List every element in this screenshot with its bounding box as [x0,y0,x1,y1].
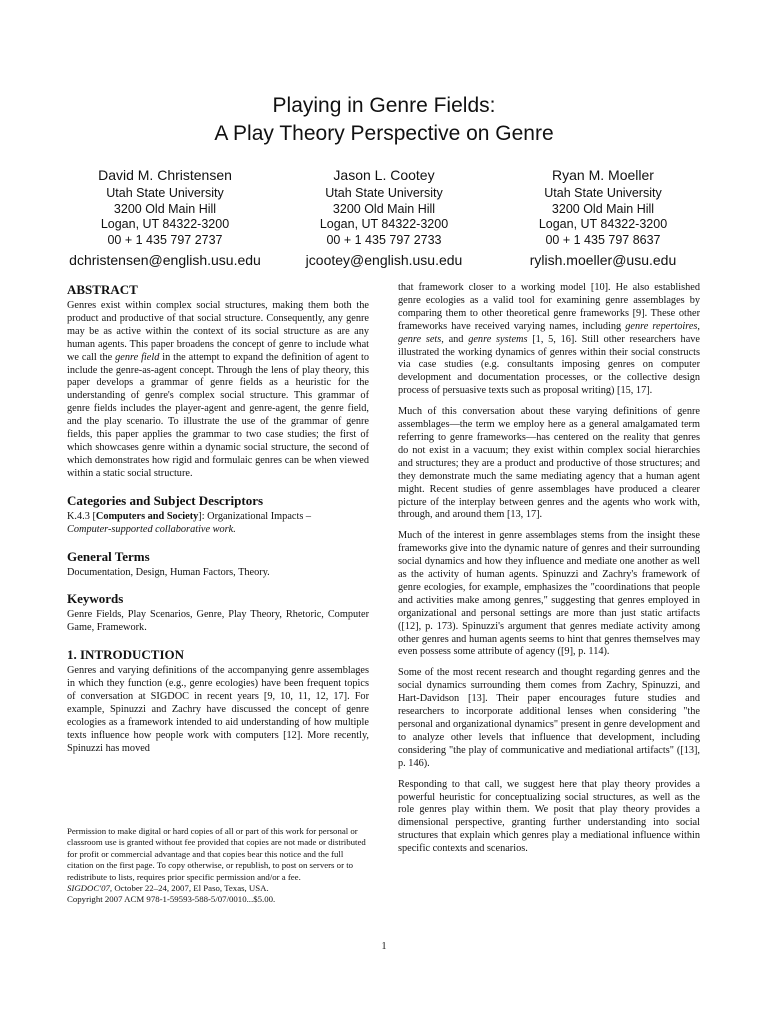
author-address-1: 3200 Old Main Hill [332,201,436,216]
author-phone: 00 + 1 435 797 2737 [107,232,223,247]
categories-text: K.4.3 [Computers and Society]: Organizational Impacts – Computer-supported collaborative work. [67,510,312,535]
body-paragraph: Some of the most recent research and thought regarding genres and the social dynamics surrounding them comes from Zachry, Spinuzzi, and Hart-Davidson [13]. Their paper encourages future studies and researchers to incorporate additional lenses when considering "the personal and organizational dynamics" present in genre development and to analyze other levels that influence that development, including considering "the play of communicative and mediational artifacts" ([13], p. 146). [398,667,700,769]
author-address-2: Logan, UT 84322-3200 [319,217,449,231]
author-1 [60,166,270,269]
body-paragraph: Much of the interest in genre assemblages stems from the insight these frameworks give into the dynamic nature of genres and their surrounding social dynamics and how they influence and mediate one another as well as the activity of human agents. Spinuzzi and Zachry's framework of genre ecologies, for example, emphasizes the "coordinations that people and activities make among genres," suggesting that genres employed in organizational and personal settings are more than just static artifacts ([12], p. 173). Spinuzzi's argument that genres mediate activity among other genres and human agents seems to hint that genres themselves may even possess some attribute of agency ([9], p. 114). [398,530,700,658]
body-paragraph: Responding to that call, we suggest here that play theory provides a powerful heuristic for conceptualizing social structures, as well as the role genres play within them. We posit that play theory provides a dimensional perspective, granting further understanding into social structures that explain which genres play a mediational influence within specific contexts and scenarios. [398,778,700,855]
author-phone: 00 + 1 435 797 8637 [545,232,661,247]
title-line-2: A Play Theory Perspective on Genre [214,122,554,145]
keywords-heading: Keywords [67,591,124,607]
body-paragraph: that framework closer to a working model [10]. He also established genre ecologies as a valid tool for examining genre assemblages by comparing them to other theoretical genre frameworks [9]. These other frameworks have received varying names, including genre repertoires, genre sets, and genre systems [1, 5, 16]. Still other researchers have illustrated the working dynamics of genres within their social constructs via case studies (e.g. consultants imposing genres on computer development and documentation processes, or the collective design process of persuasive texts such as proposal writing) [15, 17]. [398,282,700,397]
abstract-heading: ABSTRACT [67,282,138,297]
author-address-2: Logan, UT 84322-3200 [538,217,668,231]
author-phone: 00 + 1 435 797 2733 [326,232,442,247]
general-terms-text: Documentation, Design, Human Factors, Theory. [67,566,270,578]
author-email[interactable]: jcootey@english.usu.edu [305,252,463,268]
author-address-2: Logan, UT 84322-3200 [100,217,230,231]
paper-title [0,92,768,148]
introduction-paragraph: Genres and varying definitions of the accompanying genre assemblages in which they function (e.g., genre ecologies) have been frequent topics of conversation at SIGDOC in recent years [9, 10, 11, 12, 17]. For example, Spinuzzi and Zachry have discussed the concept of genre ecologies as a framework intended to aid understanding of how multiple texts influence how people work with computers [12]. More recently, Spinuzzi has moved [67,665,369,754]
venue-line: SIGDOC'07, October 22–24, 2007, El Paso, Texas, USA. [67,883,269,894]
body-paragraph: Much of this conversation about these varying definitions of genre assemblages—the term we employ here as a general amalgamated term referring to genre frameworks—has centered on the reality that genres do not exist in a vacuum; they exist within complex social hierarchies and structures; they are a product and productive of those structures; and they demonstrate much the same mediating agency that a human agent might. Recent studies of genre assemblages have produced a clearer picture of the interplay between genres and the agents who work with, through, and around them [13, 17]. [398,406,700,521]
author-university: Utah State University [544,186,662,200]
page-number: 1 [381,941,387,952]
author-university: Utah State University [106,186,224,200]
introduction-heading: 1. INTRODUCTION [67,647,185,663]
left-column [67,282,369,764]
abstract-paragraph: Genres exist within complex social structures, making them both the product and productive of that social structure. Consequently, any genre may be as active within the context of its social structure as are any human agents. This paper broadens the concept of genre to include what we call the genre field in the attempt to expand the definition of agent to include the genre-as-agent concept. Through the lens of play theory, this paper develops a grammar of genre fields as a heuristic for the understanding of genre's complex social structure. This grammar of genre fields includes the player-agent and genre-agent, the genre field, and the play scenario. To illustrate the use of the grammar of genre fields, this paper applies the grammar to two case studies; the first of which showcases genre within a dynamic social structure, the second of which demonstrates how rigid and formulaic genres can be when viewed within a static social structure. [67,300,369,479]
author-name: Ryan M. Moeller [552,167,654,183]
author-2 [279,166,489,269]
author-address-1: 3200 Old Main Hill [551,201,655,216]
categories-heading: Categories and Subject Descriptors [67,492,264,508]
author-email[interactable]: dchristensen@english.usu.edu [69,252,261,268]
keywords-text: Genre Fields, Play Scenarios, Genre, Play Theory, Rhetoric, Computer Game, Framework. [67,609,369,634]
right-column [398,282,700,864]
author-address-1: 3200 Old Main Hill [113,201,217,216]
copyright-line: Copyright 2007 ACM 978-1-59593-588-5/07/0010...$5.00. [67,894,276,905]
author-3 [498,166,708,269]
author-name: Jason L. Cootey [333,167,435,183]
general-terms-heading: General Terms [67,548,150,564]
author-name: David M. Christensen [98,167,232,183]
title-line-1: Playing in Genre Fields: [272,94,496,117]
permission-text: Permission to make digital or hard copies of all or part of this work for personal or classroom use is granted without fee provided that copies are not made or distributed for profit or commercial advantage and that copies bear this notice and the full citation on the first page. To copy otherwise, or republish, to post on servers or to redistribute to lists, requires prior specific permission and/or a fee. [67,826,366,882]
author-university: Utah State University [325,186,443,200]
copyright-notice [67,826,369,906]
author-block [60,166,708,269]
author-email[interactable]: rylish.moeller@usu.edu [529,252,677,268]
